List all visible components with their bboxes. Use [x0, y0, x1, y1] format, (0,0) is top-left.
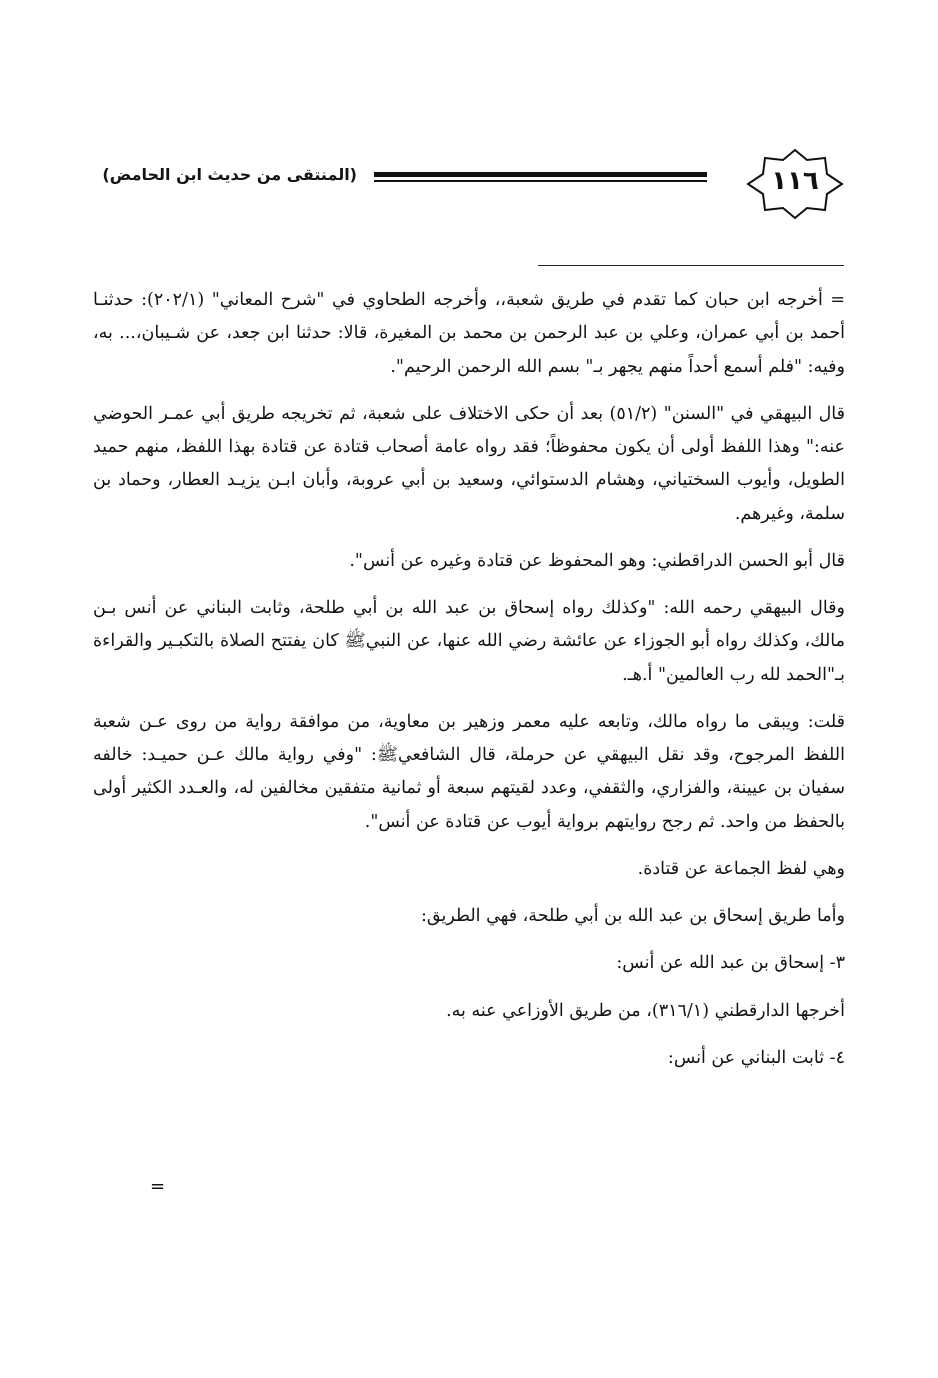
paragraph-takhrij-tahawi: = أخرجه ابن حبان كما تقدم في طريق شعبة،، وأخرجه الطحاوي في "شرح المعاني" (٢٠٢/١): حدثنـا أحمد بن أبي عمران، وعلي بن عبد الرحمن بن محمد بن المغيرة، قالا: حدثنا ابن جعد، عن شـيبان،... به، وفيه: "فلم أسمع أحداً منهم يجهر بـ" بسم الله الرحمن الرحيم". — [93, 290, 845, 377]
page-number-badge — [745, 148, 845, 220]
paragraph-daraqutni: قال أبو الحسن الدراقطني: وهو المحفوظ عن قتادة وغيره عن أنس". — [349, 550, 845, 571]
heading-ishaq-an-anas: ٣- إسحاق بن عبد الله عن أنس: — [616, 953, 845, 974]
page-body — [93, 284, 845, 1089]
header-rule-thick — [374, 172, 707, 177]
paragraph-malik-riwaya: قلت: ويبقى ما رواه مالك، وتابعه عليه معمر وزهير بن معاوية، من موافقة رواية من روى عـن شعبة اللفظ المرجوح، وقد نقل البيهقي عن حرملة، قال الشافعيﷺ: "وفي رواية مالك عـن حميـد: خالفه سفيان بن عيينة، والفزاري، والثقفي، وعدد لقيتهم سبعة أو ثمانية متفقين مخالفين له، والعـدد الكثير أولى بالحفظ من واحد. ثم رجح روايتهم برواية أيوب عن قتادة عن أنس". — [93, 711, 845, 832]
paragraph-bayhaqi-sunan: قال البيهقي في "السنن" (٥١/٢) بعد أن حكى الاختلاف على شعبة، ثم تخريجه طريق أبي عمـر الحوضي عنه:" وهذا اللفظ أولى أن يكون محفوظاً؛ فقد رواه عامة أصحاب قتادة عن قتادة بهذا اللفظ، منهم حميد الطويل، وأيوب السختياني، وهشام الدستوائي، وسعيد بن أبي عروبة، وأبان ابـن يزيـد العطار، وحماد بن سلمة، وغيرهم. — [93, 403, 845, 524]
paragraph-bayhaqi-ishaq: وقال البيهقي رحمه الله: "وكذلك رواه إسحاق بن عبد الله بن أبي طلحة، وثابت البناني عن أنس بـن مالك، وكذلك رواه أبو الجوزاء عن عائشة رضي الله عنها، عن النبيﷺ كان يفتتح الصلاة بالتكبـير والقراءة بـ"الحمد لله رب العالمين" أ.هـ. — [93, 598, 845, 685]
footnote-separator — [538, 265, 844, 266]
book-title: (المنتقى من حديث ابن الحامض) — [102, 165, 357, 184]
paragraph-daraqutni-awzai: أخرجها الدارقطني (٣١٦/١)، من طريق الأوزاعي عنه به. — [446, 1000, 845, 1021]
paragraph-jamaa: وهي لفظ الجماعة عن قتادة. — [637, 858, 845, 879]
header-rule-thin — [374, 180, 707, 182]
continuation-mark: = — [150, 1176, 166, 1197]
header-double-rule — [374, 172, 707, 183]
paragraph-ishaq-tariq: وأما طريق إسحاق بن عبد الله بن أبي طلحة، فهي الطريق: — [420, 906, 845, 926]
heading-thabit-an-anas: ٤- ثابت البناني عن أنس: — [667, 1047, 845, 1068]
page-number: ١١٦ — [771, 166, 819, 196]
